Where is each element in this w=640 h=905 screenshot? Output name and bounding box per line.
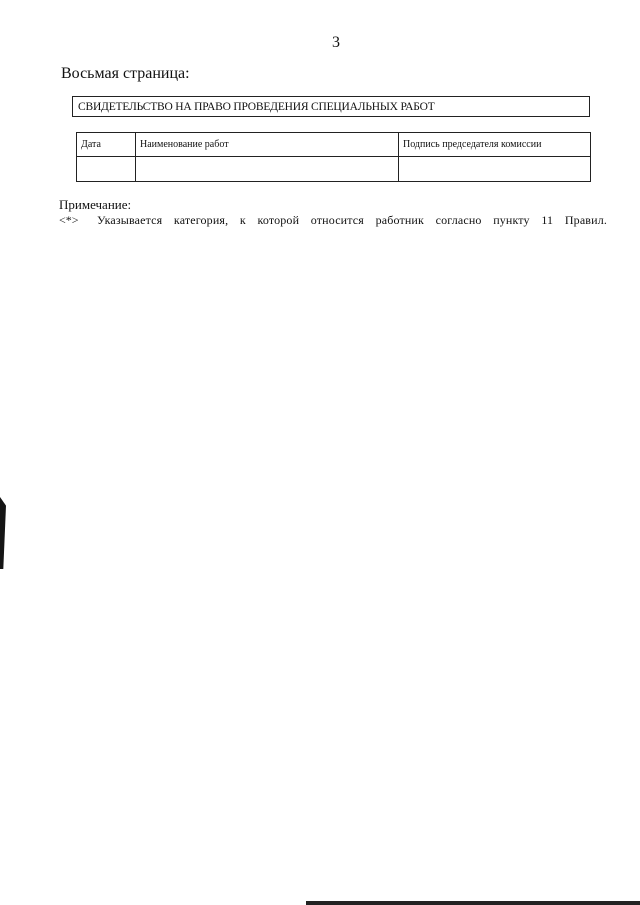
scan-footer-line — [306, 901, 640, 905]
table-header-row — [77, 133, 591, 157]
cell-signature — [399, 157, 591, 182]
cell-date — [77, 157, 136, 182]
scan-edge-mark — [0, 497, 6, 569]
column-header-work-name: Наименование работ — [136, 133, 399, 157]
note-label: Примечание: — [59, 197, 132, 212]
column-header-signature: Подпись председателя комиссии — [399, 133, 591, 157]
works-table — [76, 132, 591, 182]
cell-work-name — [136, 157, 399, 182]
certificate-title-box — [72, 96, 590, 117]
table-row — [77, 157, 591, 182]
certificate-title: СВИДЕТЕЛЬСТВО НА ПРАВО ПРОВЕДЕНИЯ СПЕЦИАЛЬНЫХ РАБОТ — [78, 101, 435, 113]
page-heading: Восьмая страница: — [61, 65, 190, 82]
footnote-marker: <*> — [59, 213, 79, 227]
page-number: 3 — [332, 34, 340, 51]
column-header-date: Дата — [77, 133, 136, 157]
note-text: Указывается категория, к которой относится работник согласно пункту 11 Правил. — [97, 213, 607, 227]
